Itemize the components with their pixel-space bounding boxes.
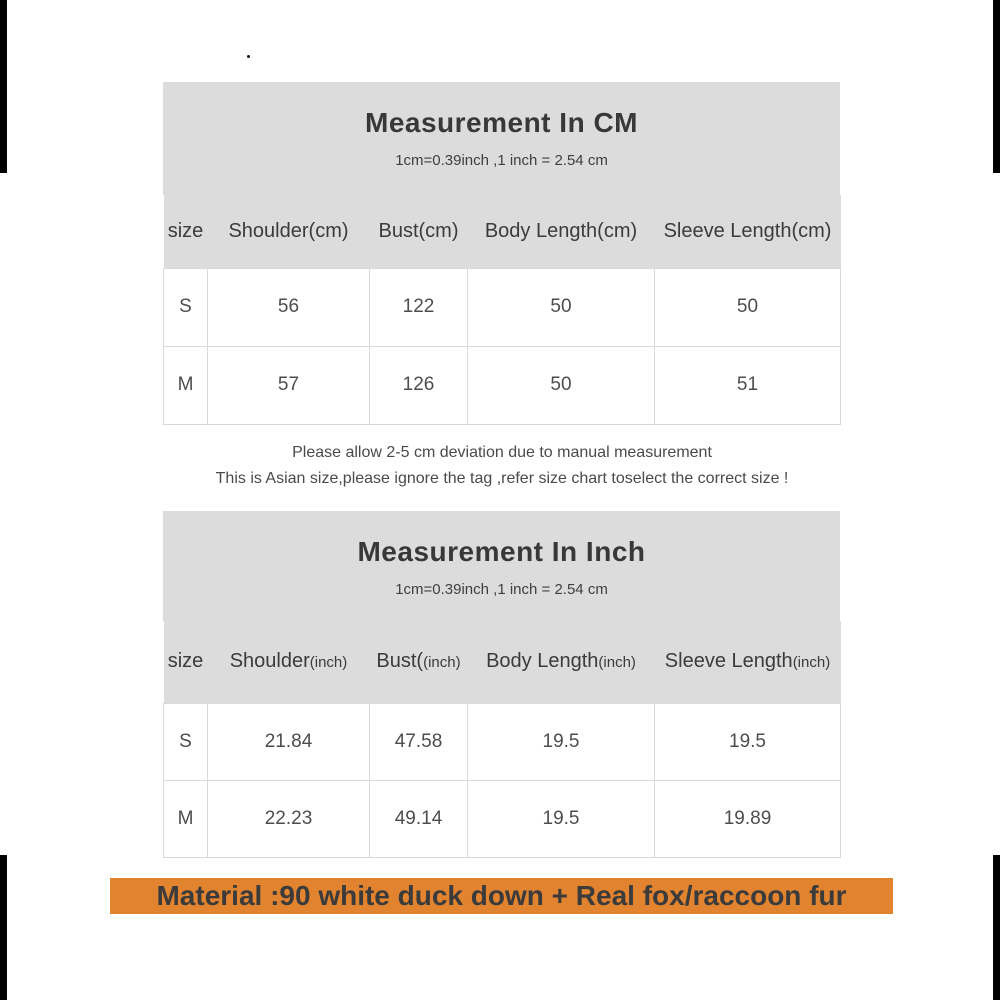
cm-m-sleeve-length: 51 xyxy=(655,346,841,424)
cm-size-table xyxy=(163,195,841,507)
inch-measurement-panel xyxy=(163,511,840,858)
note-line-asian-size: This is Asian size,please ignore the tag ,refer size chart toselect the correct size ! xyxy=(215,469,789,487)
cm-title: Measurement In CM xyxy=(365,107,638,138)
cm-s-sleeve-length: 50 xyxy=(655,268,841,346)
inch-s-body-length: 19.5 xyxy=(468,703,655,780)
cm-row-m xyxy=(164,346,841,424)
cm-subtitle: 1cm=0.39inch ,1 inch = 2.54 cm xyxy=(395,152,608,169)
inch-row-m xyxy=(164,780,841,857)
cm-header-body-length: Body Length(cm) xyxy=(484,219,638,242)
cm-row-s xyxy=(164,268,841,346)
inch-subtitle: 1cm=0.39inch ,1 inch = 2.54 cm xyxy=(395,581,608,598)
inch-s-sleeve-length: 19.5 xyxy=(655,703,841,780)
inch-header-size: size xyxy=(167,650,204,673)
inch-m-sleeve-length: 19.89 xyxy=(655,780,841,857)
cm-m-shoulder: 57 xyxy=(208,346,370,424)
inch-table-header-row xyxy=(164,621,841,703)
edge-bar-bottom-left xyxy=(0,855,7,1000)
cm-measurement-panel xyxy=(163,82,840,507)
inch-size-table xyxy=(163,621,841,858)
edge-bar-bottom-right xyxy=(993,855,1000,1000)
inch-header-shoulder: Shoulder(inch) xyxy=(229,650,348,673)
inch-m-body-length: 19.5 xyxy=(468,780,655,857)
inch-row-s xyxy=(164,703,841,780)
inch-title: Measurement In Inch xyxy=(357,536,646,567)
cm-header-size: size xyxy=(167,219,204,242)
edge-bar-top-right xyxy=(993,0,1000,173)
inch-s-bust: 47.58 xyxy=(370,703,468,780)
inch-m-bust: 49.14 xyxy=(370,780,468,857)
cm-table-header-row xyxy=(164,195,841,268)
cm-header-shoulder: Shoulder(cm) xyxy=(228,219,349,242)
material-banner: Material :90 white duck down + Real fox/raccoon fur xyxy=(110,878,893,914)
cm-s-bust: 122 xyxy=(370,268,468,346)
cm-header-bust: Bust(cm) xyxy=(378,219,459,242)
inch-header-body-length: Body Length(inch) xyxy=(486,650,636,673)
cm-s-body-length: 50 xyxy=(468,268,655,346)
cm-m-bust: 126 xyxy=(370,346,468,424)
inch-panel-header xyxy=(163,511,840,621)
cm-m-body-length: 50 xyxy=(468,346,655,424)
inch-s-shoulder: 21.84 xyxy=(208,703,370,780)
cm-panel-header xyxy=(163,82,840,195)
inch-m-size: M xyxy=(164,780,208,857)
cm-s-shoulder: 56 xyxy=(208,268,370,346)
inch-m-shoulder: 22.23 xyxy=(208,780,370,857)
inch-header-sleeve-length: Sleeve Length(inch) xyxy=(664,650,831,673)
inch-header-bust: Bust((inch) xyxy=(376,650,461,673)
cm-m-size: M xyxy=(164,346,208,424)
inch-s-size: S xyxy=(164,703,208,780)
cm-header-sleeve-length: Sleeve Length(cm) xyxy=(663,219,832,242)
cm-s-size: S xyxy=(164,268,208,346)
stray-dot-artifact xyxy=(247,55,250,58)
edge-bar-top-left xyxy=(0,0,7,173)
note-line-deviation: Please allow 2-5 cm deviation due to manual measurement xyxy=(292,443,712,461)
deviation-note-row xyxy=(164,424,841,507)
